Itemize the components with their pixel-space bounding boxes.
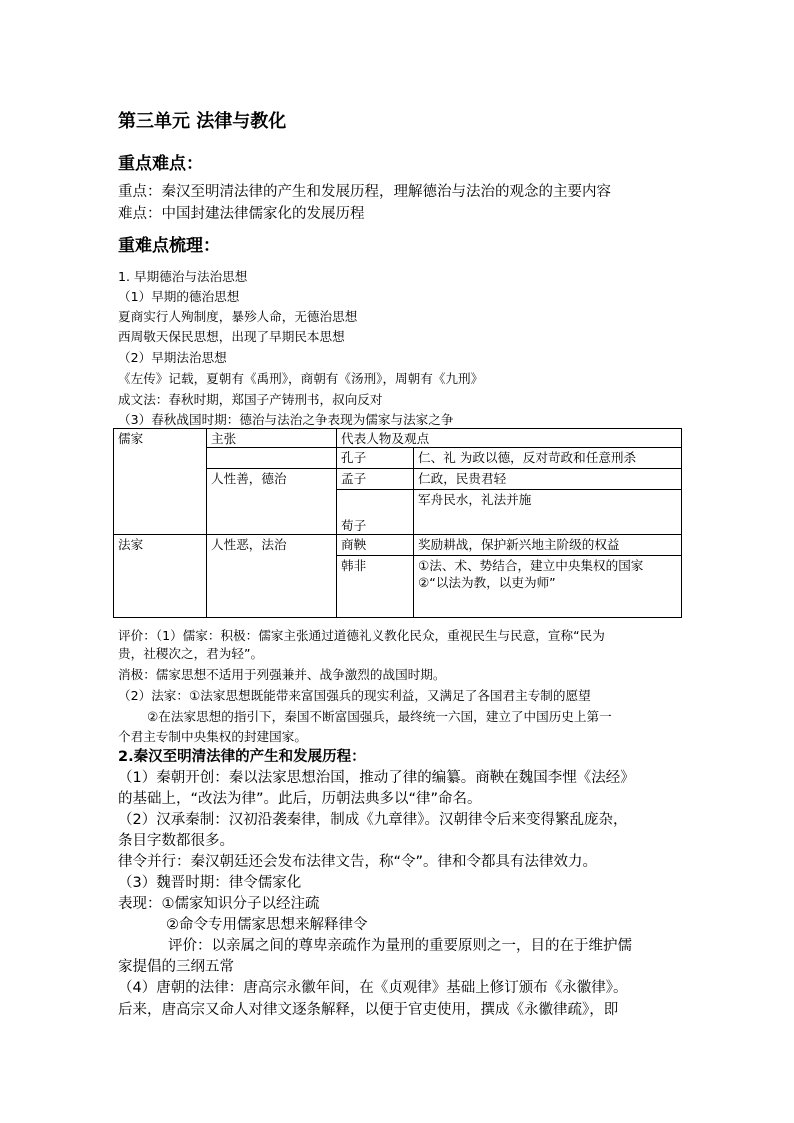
section-heading-review: 重难点梳理： xyxy=(118,236,220,256)
table-cell-person: 韩非 xyxy=(337,556,414,618)
table-cell-view: 军舟民水，礼法并施 xyxy=(414,490,682,535)
table-cell-school-fa: 法家 xyxy=(114,535,207,618)
text-line: 后来，唐高宗又命人对律文逐条解释，以便于官吏使用，撰成《永徽律疏》，即 xyxy=(118,1002,619,1018)
text-line: 评价：以亲属之间的尊卑亲疏作为量刑的重要原则之一，目的在于维护儒 xyxy=(168,938,632,954)
section-heading-key-points: 重点难点： xyxy=(118,154,203,174)
text-line: （1）早期的德治思想 xyxy=(118,289,240,304)
evaluation-line: ②在法家思想的指引下，秦国不断富国强兵，最终统一六国，建立了中国历史上第一 xyxy=(147,709,612,724)
evaluation-line: 评价：（1）儒家：积极：儒家主张通过道德礼义教化民众，重视民生与民意，宣称“民为 xyxy=(118,628,605,643)
view-line: ②“以法为教，以吏为师” xyxy=(418,575,556,590)
table-cell-person: 商鞅 xyxy=(337,535,414,556)
comparison-table xyxy=(113,428,682,618)
text-line: （3）魏晋时期：律令儒家化 xyxy=(118,875,302,891)
table-cell-empty xyxy=(207,448,337,469)
text-line: 1. 早期德治与法治思想 xyxy=(118,269,248,284)
table-cell-claim: 人性恶，法治 xyxy=(207,535,337,618)
table-cell-person: 荀子 xyxy=(337,490,414,535)
text-line: 夏商实行人殉制度，暴殄人命，无德治思想 xyxy=(118,309,358,324)
text-line: ②命令专用儒家思想来解释律令 xyxy=(166,917,368,933)
text-line: 律令并行：秦汉朝廷还会发布法律文告，称“令”。律和令都具有法律效力。 xyxy=(118,854,598,870)
view-line: ①法、术、势结合，建立中央集权的国家 xyxy=(418,558,644,573)
difficulty-line: 难点：中国封建法律儒家化的发展历程 xyxy=(118,206,365,222)
evaluation-line: 个君主专制中央集权的封建国家。 xyxy=(118,729,307,744)
table-cell-view: 仁、礼 为政以德，反对苛政和任意刑杀 xyxy=(414,448,682,469)
text-line: 西周敬天保民思想，出现了早期民本思想 xyxy=(118,329,345,344)
table-cell-claim: 人性善，德治 xyxy=(207,469,337,535)
text-line: （3）春秋战国时期：德治与法治之争表现为儒家与法家之争 xyxy=(118,412,454,427)
table-header-representative: 代表人物及观点 xyxy=(337,429,682,448)
text-line: （4）唐朝的法律：唐高宗永徽年间，在《贞观律》基础上修订颁布《永徽律》。 xyxy=(118,980,628,996)
table-cell-view: 奖励耕战，保护新兴地主阶级的权益 xyxy=(414,535,682,556)
table-cell-person: 孔子 xyxy=(337,448,414,469)
text-line: 条目字数都很多。 xyxy=(118,833,234,849)
table-cell-person: 孟子 xyxy=(337,469,414,490)
table-cell-school-ru: 儒家 xyxy=(114,429,207,535)
text-line: 《左传》记载，夏朝有《禹刑》，商朝有《汤刑》，周朝有《九刑》 xyxy=(118,371,484,386)
text-line: 的基础上，“改法为律”。此后，历朝法典多以“律”命名。 xyxy=(118,791,482,807)
text-line: （1）秦朝开创：秦以法家思想治国，推动了律的编纂。商鞅在魏国李悝《法经》 xyxy=(118,770,635,786)
table-cell-view: 仁政，民贵君轻 xyxy=(414,469,682,490)
evaluation-line: 消极：儒家思想不适用于列强兼并、战争激烈的战国时期。 xyxy=(118,667,446,682)
table-header-claim: 主张 xyxy=(207,429,337,448)
text-line: 成文法：春秋时期，郑国子产铸刑书，叔向反对 xyxy=(118,392,383,407)
section-heading-history: 2.秦汉至明清法律的产生和发展历程： xyxy=(118,749,366,765)
key-point-line: 重点：秦汉至明清法律的产生和发展历程，理解德治与法治的观念的主要内容 xyxy=(118,184,611,200)
text-line: （2）汉承秦制：汉初沿袭秦律，制成《九章律》。汉朝律令后来变得繁乱庞杂， xyxy=(118,812,628,828)
page-title: 第三单元 法律与教化 xyxy=(118,111,287,132)
text-line: 表现：①儒家知识分子以经注疏 xyxy=(118,896,320,912)
evaluation-line: 贵，社稷次之，君为轻”。 xyxy=(118,646,264,661)
text-line: 家提倡的三纲五常 xyxy=(118,959,234,975)
table-cell-view xyxy=(414,556,682,618)
text-line: （2）早期法治思想 xyxy=(118,350,227,365)
evaluation-line: （2）法家：①法家思想既能带来富国强兵的现实利益，又满足了各国君主专制的愿望 xyxy=(118,688,591,703)
